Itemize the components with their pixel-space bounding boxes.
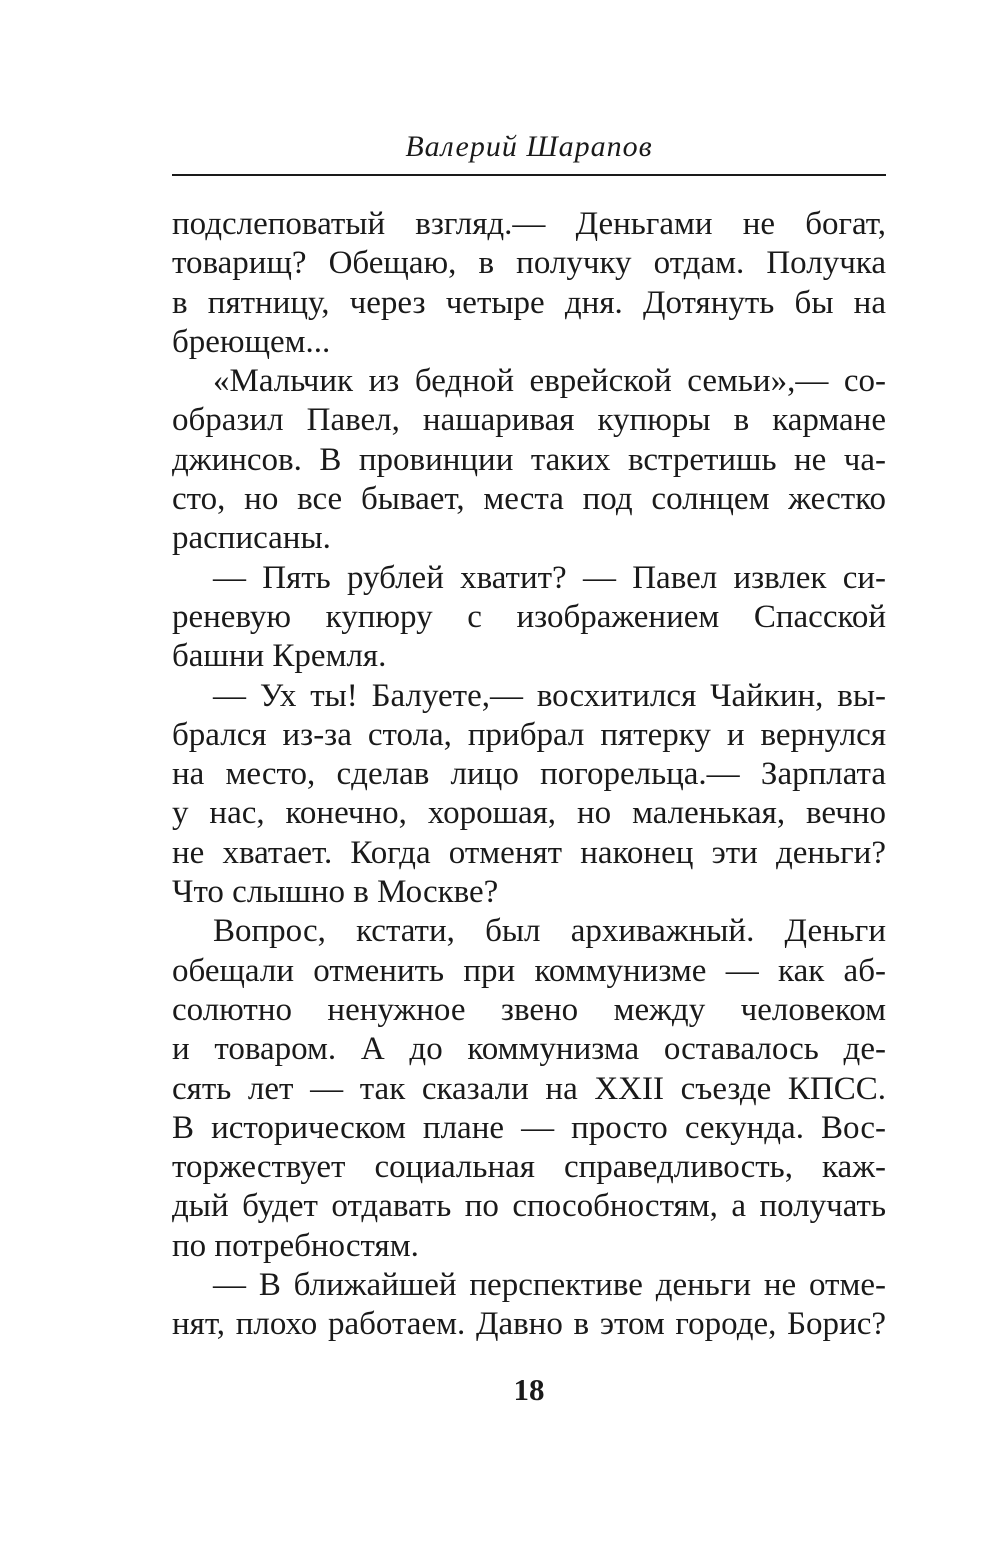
text-line: сто, но все бывает, места под солнцем жестко (172, 481, 886, 518)
text-line: солютно ненужное звено между человеком (172, 991, 886, 1028)
running-head-author: Валерий Шарапов (405, 130, 653, 163)
page-number: 18 (513, 1372, 545, 1407)
text-line: у нас, конечно, хорошая, но маленькая, вечно (172, 795, 886, 832)
text-line: по потребностям. (172, 1227, 419, 1264)
text-line: реневую купюру с изображением Спасской (172, 598, 886, 635)
text-line: сять лет — так сказали на XXII съезде КПСС. (172, 1070, 886, 1107)
text-line: образил Павел, нашаривая купюры в кармане (172, 402, 886, 439)
text-line: «Мальчик из бедной еврейской семьи»,— со- (213, 363, 886, 400)
header-rule (172, 174, 886, 176)
text-line: — Пять рублей хватит? — Павел извлек си- (213, 559, 886, 596)
text-line: и товаром. А до коммунизма оставалось де- (172, 1031, 886, 1068)
text-line: расписаны. (172, 520, 331, 557)
text-line: В историческом плане — просто секунда. Вос- (172, 1109, 886, 1146)
text-line: дый будет отдавать по способностям, а получать (172, 1188, 886, 1225)
text-line: товарищ? Обещаю, в получку отдам. Получка (172, 245, 886, 282)
text-line: не хватает. Когда отменят наконец эти деньги? (172, 834, 886, 871)
text-line: на место, сделав лицо погорельца.— Зарплата (172, 756, 886, 793)
text-line: — Ух ты! Балуете,— восхитился Чайкин, вы- (213, 677, 886, 714)
text-line: Что слышно в Москве? (172, 874, 499, 911)
text-line: — В ближайшей перспективе деньги не отме- (213, 1267, 886, 1304)
text-line: бреющем... (172, 323, 331, 360)
body-text (172, 205, 886, 1345)
text-line: в пятницу, через четыре дня. Дотянуть бы на (172, 284, 886, 321)
text-line: подслеповатый взгляд.— Деньгами не богат, (172, 206, 886, 242)
text-line: башни Кремля. (172, 638, 387, 675)
text-line: джинсов. В провинции таких встретишь не ча- (172, 441, 886, 478)
text-line: обещали отменить при коммунизме — как аб- (172, 952, 886, 989)
text-line: торжествует социальная справедливость, каж- (172, 1149, 886, 1186)
text-line: Вопрос, кстати, был архиважный. Деньги (213, 913, 886, 950)
text-line: брался из-за стола, прибрал пятерку и вернулся (172, 716, 886, 753)
text-line: нят, плохо работаем. Давно в этом городе, Борис? (172, 1306, 886, 1343)
